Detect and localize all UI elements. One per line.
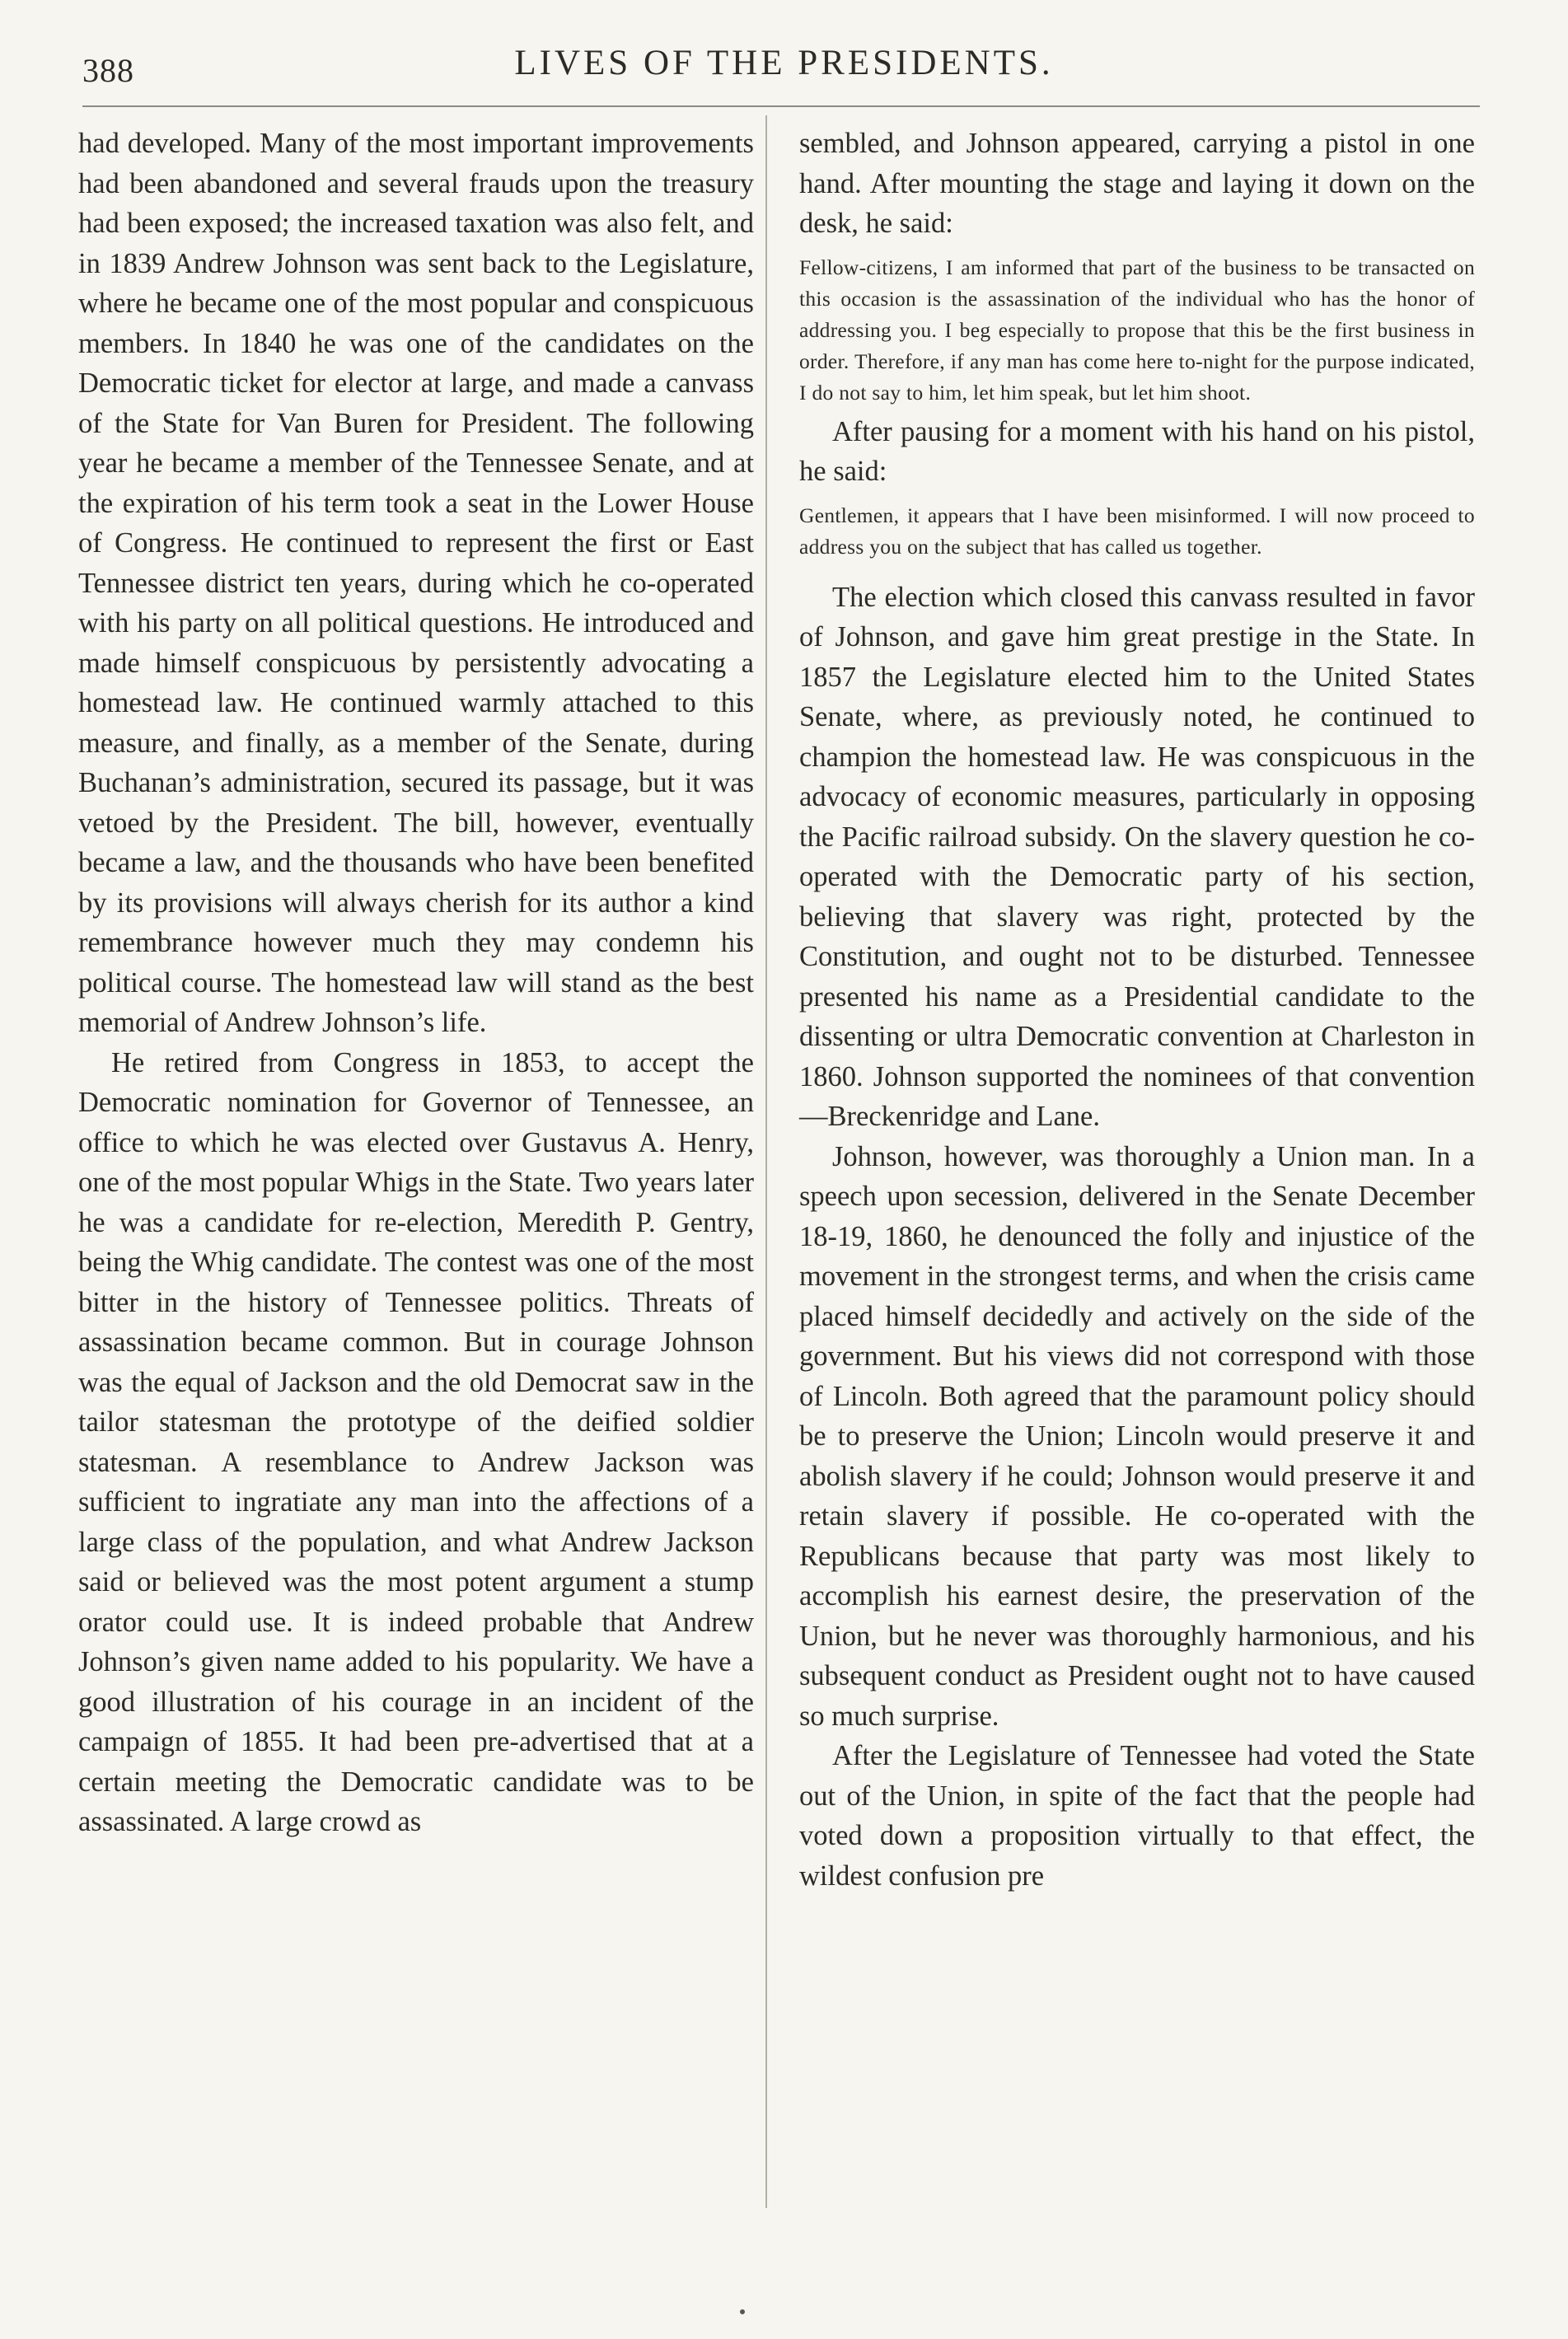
- left-paragraph-1: had developed. Many of the most important improvements had been abandoned and several frauds upon the treasury had been exposed; the increased taxation was also felt, and in 1839 Andrew Johnson was sent back to the Legislature, where he became one of the most popular and conspicuous members. In 1840 he was one of the candidates on the Democratic ticket for elector at large, and made a canvass of the State for Van Buren for President. The following year he became a member of the Tennessee Senate, and at the expiration of his term took a seat in the Lower House of Congress. He continued to represent the first or East Tennessee district ten years, during which he co-operated with his party on all political questions. He introduced and made himself conspicuous by persistently advocating a homestead law. He continued warmly attached to this measure, and finally, as a member of the Senate, during Buchanan’s administration, secured its passage, but it was vetoed by the President. The bill, however, eventually became a law, and the thousands who have been benefited by its provisions will always cherish for its author a kind remembrance however much they may condemn his political course. The homestead law will stand as the best memorial of Andrew Johnson’s life.: [78, 128, 754, 1038]
- johnson-quote-1: [799, 252, 1475, 409]
- right-middle-paragraph: After pausing for a moment with his hand on his pistol, he said:: [799, 415, 1475, 487]
- left-paragraph-2: He retired from Congress in 1853, to accept the Democratic nomination for Governor of Tennessee, an office to which he was elected over Gustavus A. Henry, one of the most popular Whigs in the State. Two years later he was a candidate for re-election, Meredith P. Gentry, being the Whig candidate. The contest was one of the most bitter in the history of Tennessee politics. Threats of assassination became common. But in courage Johnson was the equal of Jackson and the old Democrat saw in the tailor statesman the prototype of the deified soldier statesman. A resemblance to Andrew Jackson was sufficient to ingratiate any man into the affections of a large class of the population, and what Andrew Jackson said or believed was the most potent argument a stump orator could use. It is indeed probable that Andrew Johnson’s given name added to his popularity. We have a good illustration of his courage in an incident of the campaign of 1855. It had been pre-advertised that at a certain meeting the Democratic candidate was to be assassinated. A large crowd as: [78, 1046, 754, 1837]
- right-paragraph-2: Johnson, however, was thoroughly a Union man. In a speech upon secession, delivered in the Senate December 18-19, 1860, he denounced the folly and injustice of the movement in the strongest terms, and when the crisis came placed himself decidedly and actively on the side of the government. But his views did not correspond with those of Lincoln. Both agreed that the paramount policy should be to preserve the Union; Lincoln would preserve it and abolish slavery if he could; Johnson would preserve it and retain slavery if possible. He co-operated with the Republicans because that party was most likely to accomplish his earnest desire, the preservation of the Union, but he never was thoroughly harmonious, and his subsequent conduct as President ought not to have caused so much surprise.: [799, 1140, 1475, 1732]
- right-paragraph-1: The election which closed this canvass resulted in favor of Johnson, and gave him great prestige in the State. In 1857 the Legislature elected him to the United States Senate, where, as previously noted, he continued to champion the homestead law. He was conspicuous in the advocacy of economic measures, particularly in opposing the Pacific railroad subsidy. On the slavery question he co-operated with the Democratic party of his section, believing that slavery was right, protected by the Constitution, and ought not to be disturbed. Tennessee presented his name as a Presidential candidate to the dissenting or ultra Democratic convention at Charleston in 1860. Johnson supported the nominees of that convention—Breckenridge and Lane.: [799, 581, 1475, 1132]
- page-number: 388: [82, 52, 134, 89]
- right-column: [799, 124, 1475, 1896]
- right-paragraph-3: After the Legislature of Tennessee had voted the State out of the Union, in spite of the fact that the people had voted down a proposition virtually to that effect, the wildest confusion pre: [799, 1740, 1475, 1892]
- johnson-quote-1-text: Fellow-citizens, I am informed that part of the business to be transacted on this occasion is the assassination of the individual who has the honor of addressing you. I beg especially to propose that this be the first business in order. Therefore, if any man has come here to-night for the purpose indicated, I do not say to him, let him speak, but let him shoot.: [799, 255, 1475, 405]
- right-intro-paragraph: sembled, and Johnson appeared, carrying a pistol in one hand. After mounting the stage and laying it down on the desk, he said:: [799, 128, 1475, 239]
- column-divider: [765, 115, 767, 2208]
- johnson-quote-2-text: Gentlemen, it appears that I have been misinformed. I will now proceed to address you on the subject that has called us together.: [799, 503, 1475, 559]
- left-column: [78, 124, 754, 1842]
- running-head: LIVES OF THE PRESIDENTS.: [514, 44, 1054, 82]
- johnson-quote-2: [799, 500, 1475, 563]
- bottom-ink-dot: [740, 2309, 745, 2314]
- header-rule: [82, 105, 1480, 107]
